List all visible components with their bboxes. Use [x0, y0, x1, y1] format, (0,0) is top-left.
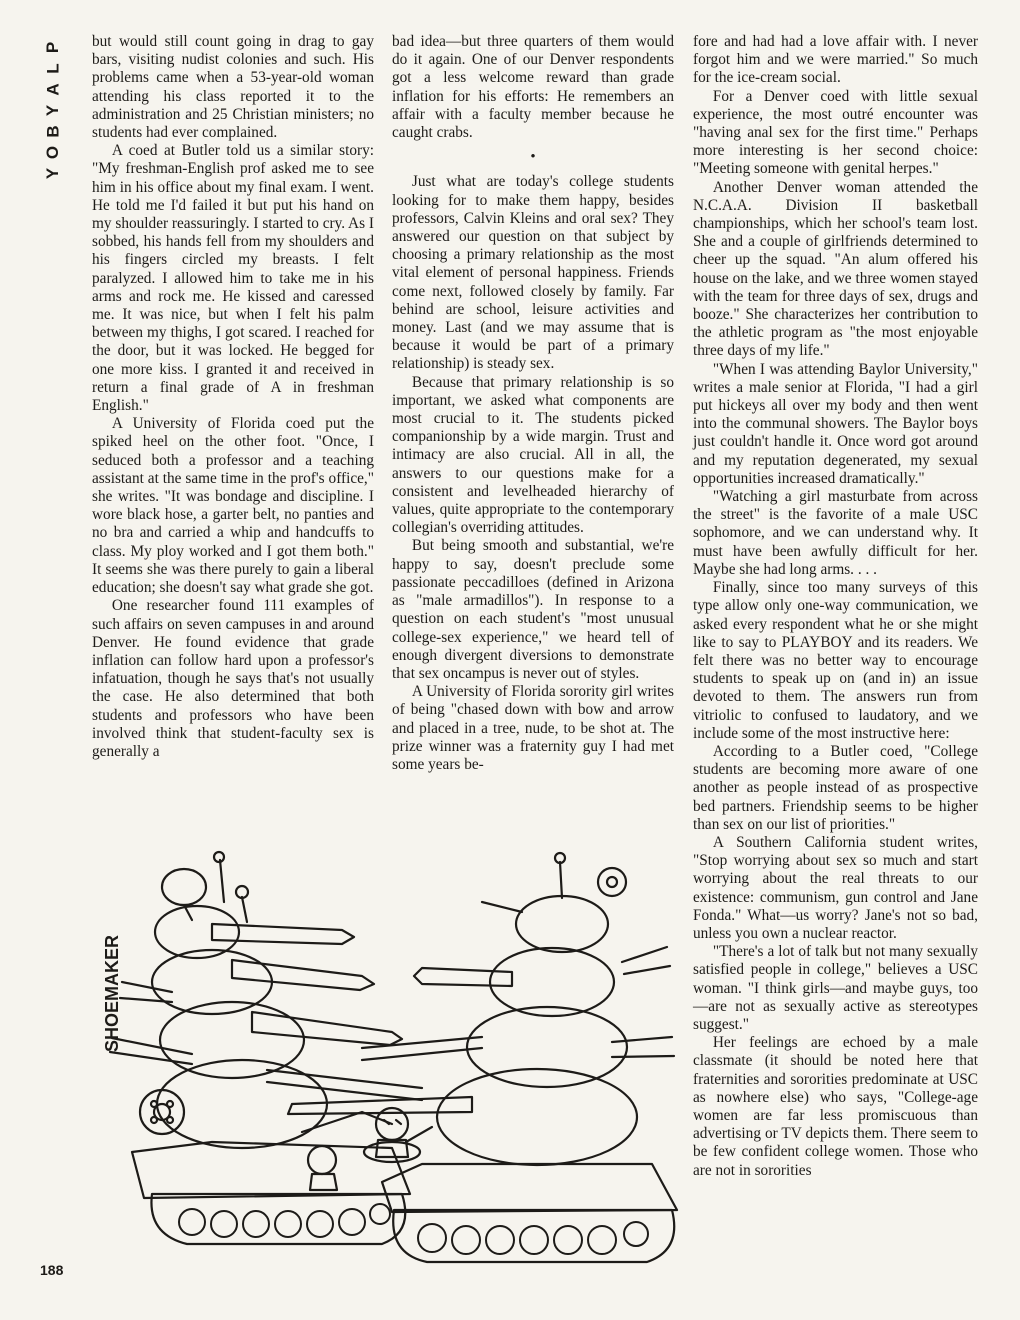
section-bullet: • [530, 149, 536, 166]
masthead-letter: B [43, 125, 63, 138]
right-tank-drawing [288, 853, 677, 1262]
article-paragraph: A University of Florida sorority girl writes of being "chased down with bow and arrow and placed in a tree, nude, to be shot at. The prize winner was a fraternity guy I had met some years be- [392, 683, 674, 773]
masthead [40, 38, 66, 183]
masthead-letter: P [43, 41, 63, 54]
article-column-3 [693, 33, 978, 1283]
article-paragraph: but would still count going in drag to gay bars, visiting nudist colonies and such. His problems came when a 53-year-old woman attending his class reported it to the administration and 25 Christian ministers; no students had ever complained. [92, 33, 374, 142]
article-paragraph: "When I was attending Baylor University," writes a male senior at Florida, "I had a girl put hickeys all over my body and then went into the communal showers. The Baylor boys just couldn't handle it. Once word got around and my reputation degenerated, my sexual opportunities increased dramatically." [693, 360, 978, 487]
masthead-letter: Y [43, 104, 63, 117]
masthead-letter: L [43, 63, 63, 74]
article-paragraph: A University of Florida coed put the spiked heel on the other foot. "Once, I seduced both a professor and a teaching assistant at the same time in the prof's office," she writes. "It was bondage and discipline. I wore black hose, a garter belt, no panties and no bra and carried a whip and handcuffs to class. My ploy worked and I got them both." It seems she was there purely to gain a liberal education; she doesn't say what grade she got. [92, 415, 374, 597]
article-paragraph: Her feelings are echoed by a male classmate (it should be noted here that fraternities and sororities predominate at USC as nowhere else) who says, "College-age women are far less promiscuous than advertising or TV depicts them. There seem to be few confident college women. Those who are not in sororities [693, 1034, 978, 1179]
masthead-letter: Y [43, 167, 63, 180]
cartoon-illustration [92, 842, 680, 1282]
article-paragraph: Finally, since too many surveys of this type allow only one-way communication, we asked every respondent what he or she might like to say to PLAYBOY and its readers. We felt there was no better way to encourage students to speak up on (and in) an issue devoted to them. The answers run from vitriolic to confused to laudatory, and we include some of the most instructive here: [693, 579, 978, 742]
article-paragraph: A coed at Butler told us a similar story: "My freshman-English prof asked me to see him in his office about my final exam. I went. He told me I'd failed it but put his hand on my shoulder reassuringly. I started to cry. As I sobbed, his hands fell from my shoulders and his fingers circled my breasts. I felt paralyzed. I allowed him to take me in his arms and rock me. He kissed and caressed me. It was nice, but when I felt his palm between my thighs, I got scared. I reached for the door, but it was locked. He begged for one more kiss. I granted it and received in return a final grade of A in freshman English." [92, 142, 374, 415]
artist-signature: SHOEMAKER [102, 934, 122, 1052]
masthead-letter: O [43, 145, 63, 160]
article-paragraph: bad idea—but three quarters of them would do it again. One of our Denver respondents got a less welcome reward than grade inflation for his efforts: He remembers an affair with a faculty member because he caught crabs. [392, 33, 674, 142]
article-paragraph: fore and had had a love affair with. I never forgot him and we were married." So much for the ice-cream social. [693, 33, 978, 87]
article-paragraph: For a Denver coed with little sexual experience, the most outré encounter was "having anal sex for the first time." Perhaps more interesting is her second choice: "Meeting someone with genital herpes." [693, 87, 978, 178]
left-tank-drawing [110, 852, 422, 1244]
article-paragraph: According to a Butler coed, "College students are becoming more aware of one another as people instead of as prospective bed partners. Friendship seems to be higher than sex on our list of priorities." [693, 742, 978, 833]
article-paragraph: Just what are today's college students looking for to make them happy, besides professors, Calvin Kleins and oral sex? They answered our question on that subject by choosing a primary relationship as the most vital element of personal happiness. Friends come next, followed closely by family. Far behind are school, leisure activities and money. Last (and we may assume that is because it would be part of a primary relationship) is steady sex. [392, 173, 674, 373]
page-number: 188 [40, 1262, 64, 1278]
article-column-1 [92, 33, 374, 760]
article-column-2 [392, 33, 674, 813]
article-paragraph: "Watching a girl masturbate from across the street" is the favorite of a male USC sophomore, and we can understand why. It must have been awfully difficult for her. Maybe she had long arms. . . . [693, 488, 978, 578]
article-paragraph: One researcher found 111 examples of such affairs on seven campuses in and around Denver. He found evidence that grade inflation can follow hard upon a professor's infatuation, though he says that's not usually the case. He also determined that both students and professors who have been involved think that student-faculty sex is generally a [92, 597, 374, 760]
article-paragraph: A Southern California student writes, "Stop worrying about sex so much and start worrying about the real threats to our existence: communism, gun control and Jane Fonda." What—us worry? Jane's not so bad, unless you own a nuclear reactor. [693, 833, 978, 942]
article-paragraph: Because that primary relationship is so important, we asked what components are most crucial to it. The students picked companionship by a wide margin. Trust and intimacy are also crucial. All in all, the answers to our questions make for a consistent and levelheaded hierarchy of values, quite appropriate to the contemporary collegian's overriding attitudes. [392, 373, 674, 537]
article-paragraph: "There's a lot of talk but not many sexually satisfied people in college," believes a USC woman. "I think girls—and maybe guys, too—are not as sexually active as stereotypes suggest." [693, 943, 978, 1033]
masthead-letter: A [43, 83, 63, 96]
article-paragraph: Another Denver woman attended the N.C.A.A. Division II basketball championships, which her school's team lost. She and a couple of girlfriends determined to cheer up the squad. "An alum offered his house on the lake, and we three women stayed with the team for three days of sex, drugs and booze." She characterizes her contribution to the athletic program as "the most enjoyable three days of my life." [693, 178, 978, 360]
article-paragraph: But being smooth and substantial, we're happy to say, doesn't preclude some passionate peccadilloes (defined in Arizona as "male armadillos"). In response to a question on each student's "most unusual college-sex experience," we heard tell of enough divergent diversions to demonstrate that sex oncampus is never out of styles. [392, 537, 674, 682]
